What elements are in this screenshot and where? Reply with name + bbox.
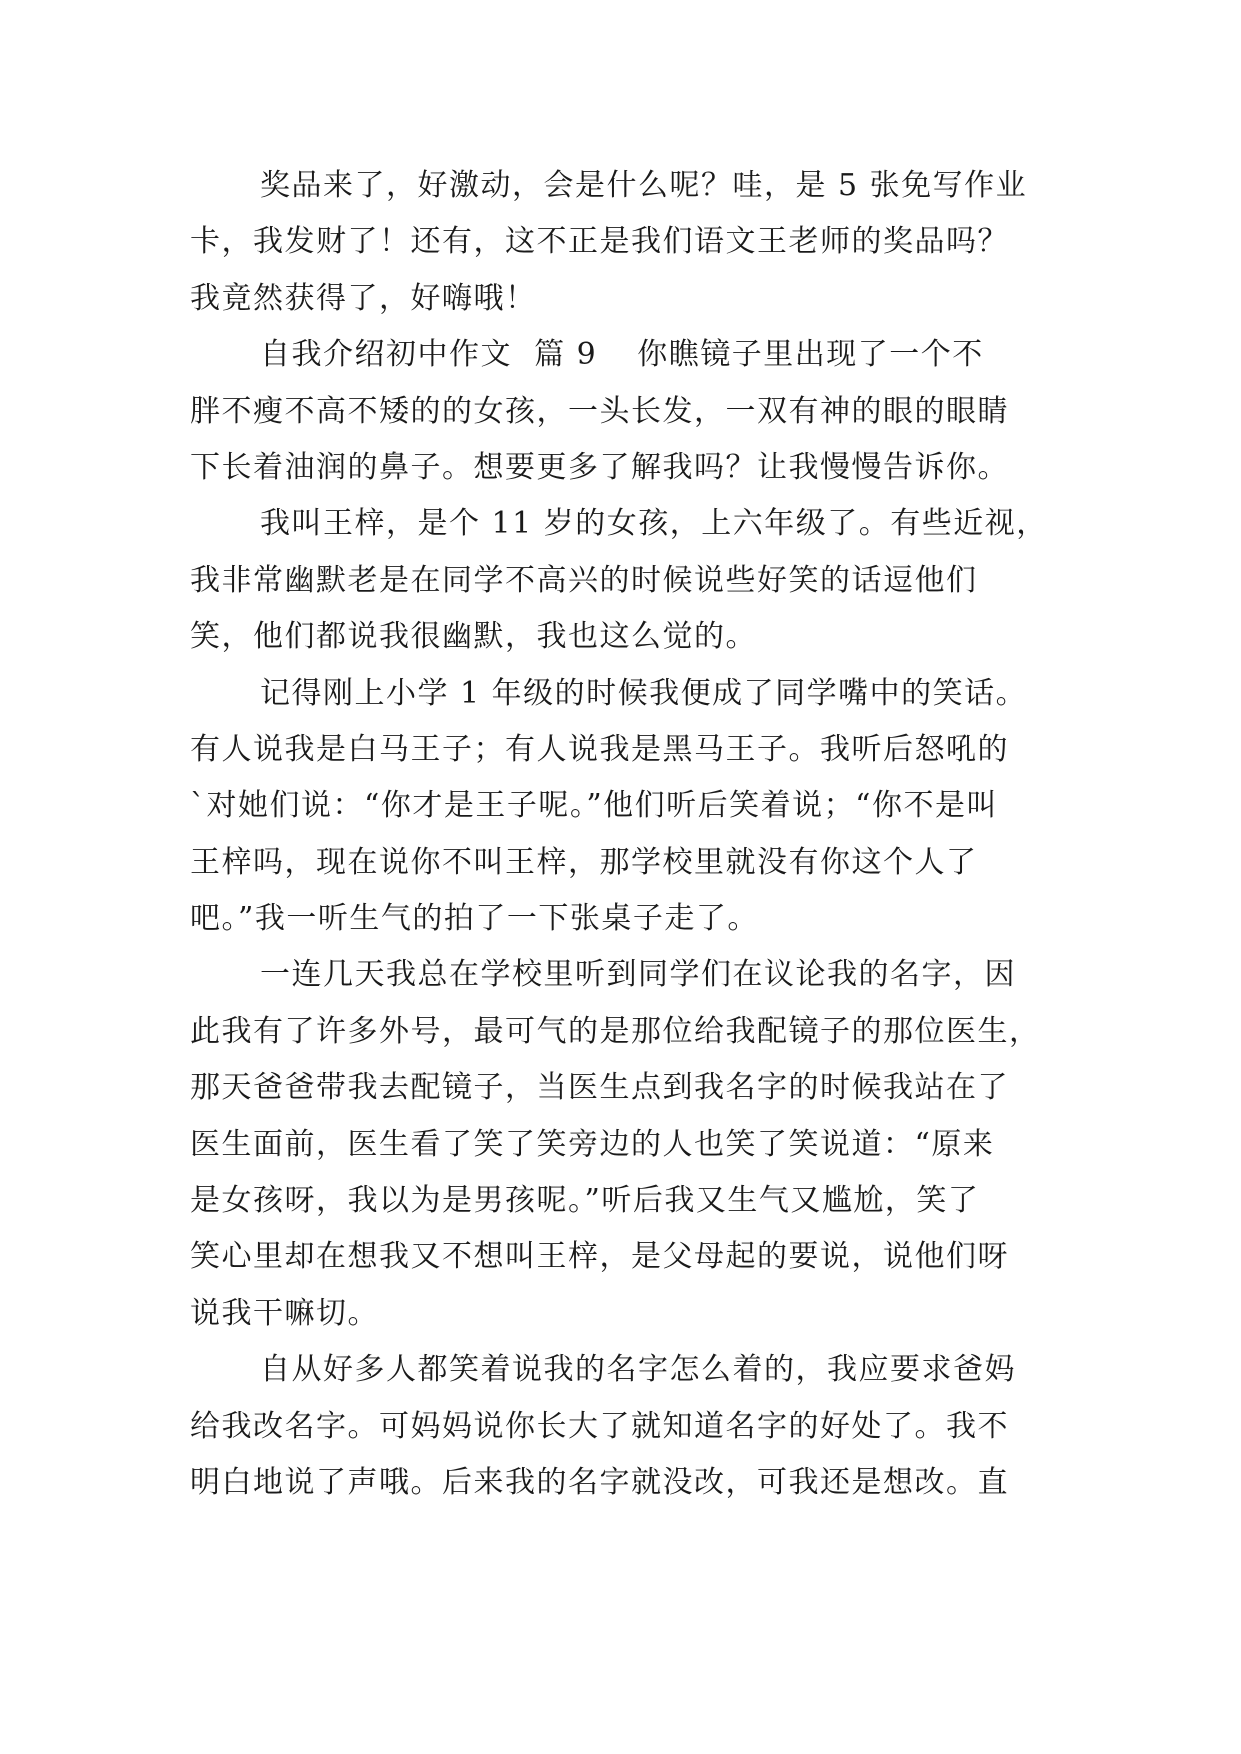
paragraph-5-line-4: 医生面前，医生看了笑了笑旁边的人也笑了笑说道：“原来 [190, 1126, 995, 1162]
paragraph-5-line-7: 说我干嘛切。 [190, 1295, 379, 1331]
paragraph-5-line-5: 是女孩呀，我以为是男孩呢。”听后我又生气又尴尬，笑了 [190, 1183, 980, 1219]
document-body [190, 158, 1070, 1511]
paragraph-6-line-1: 自从好多人都笑着说我的名字怎么着的，我应要求爸妈 [260, 1352, 1016, 1388]
paragraph-2-line-2: 胖不瘦不高不矮的的女孩，一头长发，一双有神的眼的眼睛 [190, 393, 1009, 429]
paragraph-1-line-2: 卡，我发财了！还有，这不正是我们语文王老师的奖品吗？ [190, 224, 1009, 260]
section-heading: 自我介绍初中作文 篇 9 [260, 337, 598, 373]
paragraph-4-line-2: 有人说我是白马王子；有人说我是黑马王子。我听后怒吼的 [190, 731, 1009, 767]
paragraph-4-line-4: 王梓吗，现在说你不叫王梓，那学校里就没有你这个人了 [190, 844, 978, 880]
paragraph-4-line-1: 记得刚上小学 1 年级的时候我便成了同学嘴中的笑话。 [260, 675, 1028, 711]
paragraph-1-line-1: 奖品来了，好激动，会是什么呢？哇，是 5 张免写作业 [260, 168, 1028, 203]
paragraph-6-line-2: 给我改名字。可妈妈说你长大了就知道名字的好处了。我不 [190, 1408, 1009, 1444]
paragraph-3-line-3: 笑，他们都说我很幽默，我也这么觉的。 [190, 619, 757, 655]
paragraph-6-line-3: 明白地说了声哦。后来我的名字就没改，可我还是想改。直 [190, 1464, 1009, 1500]
paragraph-4-line-5: 吧。”我一听生气的拍了一下张桌子走了。 [190, 901, 759, 937]
paragraph-4-line-3: `对她们说：“你才是王子呢。”他们听后笑着说；“你不是叫 [190, 788, 999, 824]
paragraph-3-line-1: 我叫王梓，是个 11 岁的女孩，上六年级了。有些近视， [260, 506, 1048, 542]
paragraph-3-line-2: 我非常幽默老是在同学不高兴的时候说些好笑的话逗他们 [190, 562, 978, 598]
paragraph-2-line-3: 下长着油润的鼻子。想要更多了解我吗？让我慢慢告诉你。 [190, 449, 1009, 485]
paragraph-5-line-2: 此我有了许多外号，最可气的是那位给我配镜子的那位医生， [190, 1013, 1041, 1049]
paragraph-5-line-6: 笑心里却在想我又不想叫王梓，是父母起的要说，说他们呀 [190, 1239, 1009, 1275]
paragraph-1-line-3: 我竟然获得了，好嗨哦！ [190, 280, 537, 316]
paragraph-5-line-3: 那天爸爸带我去配镜子，当医生点到我名字的时候我站在了 [190, 1070, 1009, 1106]
paragraph-2-line-1-text: 你瞧镜子里出现了一个不 [637, 337, 984, 373]
paragraph-5-line-1: 一连几天我总在学校里听到同学们在议论我的名字，因 [260, 957, 1016, 993]
paragraph-2-line-1 [190, 327, 1070, 383]
